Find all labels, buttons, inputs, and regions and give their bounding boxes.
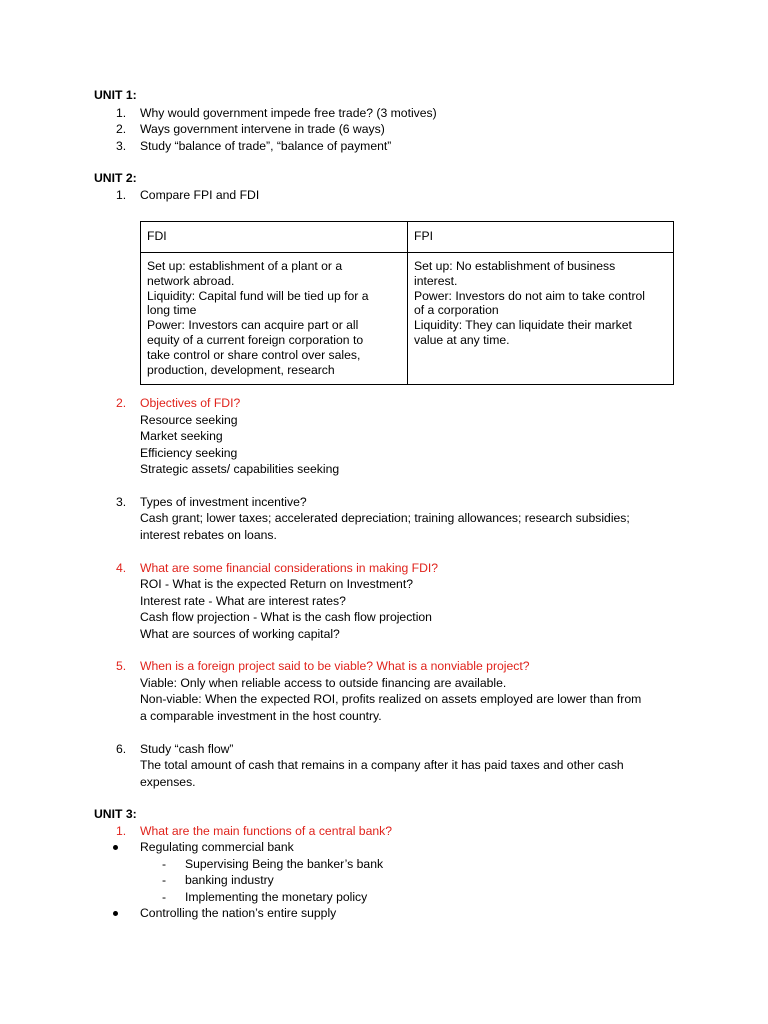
fpi-description-cell [408, 253, 674, 385]
fdi-line: Power: Investors can acquire part or all [147, 318, 359, 333]
unit2-q4-answer: Interest rate - What are interest rates? [140, 594, 346, 608]
unit2-q2-answer: Market seeking [140, 429, 223, 443]
unit2-q3-number: 3. [116, 495, 127, 509]
unit2-q2: Objectives of FDI? [140, 396, 241, 410]
unit2-q1: Compare FPI and FDI [140, 188, 260, 202]
unit3-sub-item: banking industry [185, 873, 274, 887]
unit2-q6-number: 6. [116, 742, 127, 756]
unit1-item-1-number: 1. [116, 106, 127, 120]
fdi-fpi-comparison-table [140, 221, 674, 385]
unit2-q5-number: 5. [116, 659, 127, 673]
fpi-line: Set up: No establishment of business [414, 259, 616, 273]
table-row [141, 253, 674, 385]
fdi-line: Set up: establishment of a plant or a [147, 259, 343, 273]
fdi-line: take control or share control over sales, [147, 347, 361, 362]
unit1-item-2-number: 2. [116, 122, 127, 136]
unit2-q6-answer: The total amount of cash that remains in a company after it has paid taxes and other cash [140, 758, 624, 772]
table-header-fdi: FDI [141, 222, 408, 253]
unit3-sub-item: Implementing the monetary policy [185, 890, 368, 904]
unit2-q1-number: 1. [116, 188, 127, 202]
unit1-item-1: Why would government impede free trade? (3 motives) [140, 106, 437, 120]
unit2-q4-answer: ROI - What is the expected Return on Investment? [140, 577, 413, 591]
unit2-q3-answer: interest rebates on loans. [140, 528, 277, 542]
unit3-q1: What are the main functions of a central bank? [140, 824, 393, 838]
fpi-line: Liquidity: They can liquidate their market [414, 318, 632, 333]
fdi-line: Liquidity: Capital fund will be tied up for a [147, 288, 369, 303]
table-header-fpi: FPI [408, 222, 674, 253]
unit2-q2-answer: Efficiency seeking [140, 446, 238, 460]
bullet-icon [113, 911, 118, 916]
unit2-q2-answer: Resource seeking [140, 413, 238, 427]
fpi-line: interest. [414, 273, 458, 288]
unit3-bullet-1: Regulating commercial bank [140, 840, 294, 854]
unit2-q3-answer: Cash grant; lower taxes; accelerated depreciation; training allowances; research subsidies; [140, 511, 630, 525]
unit2-q6-answer: expenses. [140, 775, 196, 789]
unit2-q2-answer: Strategic assets/ capabilities seeking [140, 462, 340, 476]
unit2-heading: UNIT 2: [94, 171, 137, 185]
bullet-icon [113, 845, 118, 850]
fdi-description-cell [141, 253, 408, 385]
unit1-item-2: Ways government intervene in trade (6 ways) [140, 122, 385, 136]
unit2-q4-answer: What are sources of working capital? [140, 627, 340, 641]
unit1-item-3: Study “balance of trade”, “balance of payment” [140, 139, 392, 153]
unit3-q1-number: 1. [116, 824, 127, 838]
unit3-bullet-2: Controlling the nation’s entire supply [140, 906, 337, 920]
fpi-line: Power: Investors do not aim to take control [414, 288, 645, 303]
sub-item-dash: - [162, 857, 167, 871]
unit2-q2-number: 2. [116, 396, 127, 410]
unit2-q6: Study “cash flow” [140, 742, 234, 756]
fdi-line: equity of a current foreign corporation to [147, 332, 364, 347]
sub-item-dash: - [162, 890, 167, 904]
fpi-line: of a corporation [414, 303, 499, 318]
unit2-q4-answer: Cash flow projection - What is the cash flow projection [140, 610, 432, 624]
unit1-heading: UNIT 1: [94, 88, 137, 102]
unit3-heading: UNIT 3: [94, 807, 137, 821]
unit2-q3: Types of investment incentive? [140, 495, 307, 509]
unit2-q5-answer: Viable: Only when reliable access to outside financing are available. [140, 676, 507, 690]
fdi-line: long time [147, 303, 197, 318]
fdi-line: production, development, research [147, 362, 335, 377]
fdi-line: network abroad. [147, 273, 235, 288]
unit1-item-3-number: 3. [116, 139, 127, 153]
sub-item-dash: - [162, 873, 167, 887]
unit2-q4: What are some financial considerations in making FDI? [140, 561, 439, 575]
unit3-sub-item: Supervising Being the banker’s bank [185, 857, 384, 871]
unit2-q5-answer: a comparable investment in the host country. [140, 709, 382, 723]
unit2-q4-number: 4. [116, 561, 127, 575]
table-header-row [141, 222, 674, 253]
unit2-q5: When is a foreign project said to be viable? What is a nonviable project? [140, 659, 530, 673]
unit2-q5-answer: Non-viable: When the expected ROI, profits realized on assets employed are lower than from [140, 692, 642, 706]
fpi-line: value at any time. [414, 332, 510, 347]
